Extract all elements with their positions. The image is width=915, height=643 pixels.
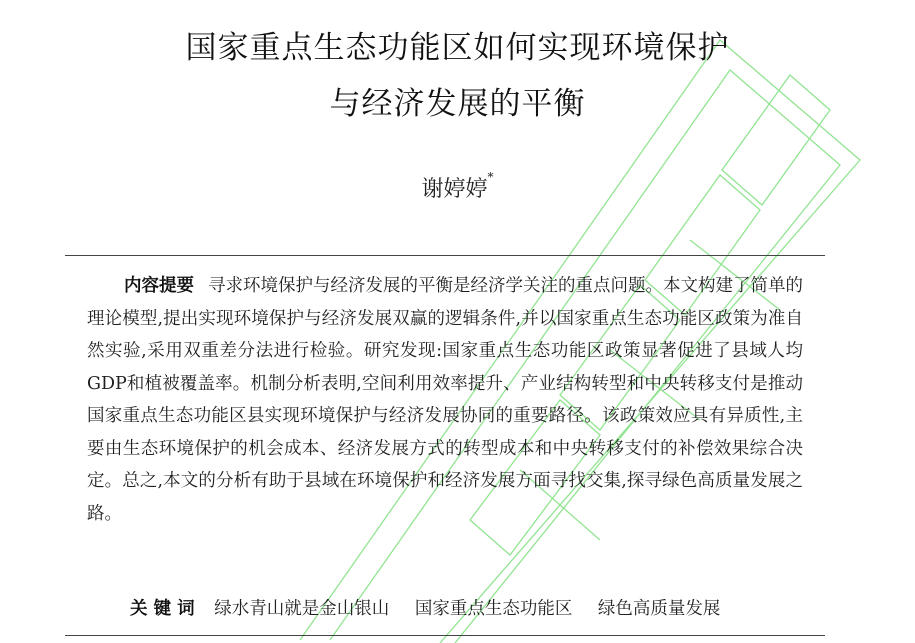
keyword-item: 绿色高质量发展 bbox=[597, 599, 721, 619]
author-footnote-mark: * bbox=[487, 170, 494, 184]
keyword-item: 绿水青山就是金山银山 bbox=[214, 599, 390, 619]
keywords-section bbox=[130, 595, 830, 620]
abstract-label: 内容提要 bbox=[124, 276, 194, 296]
abstract-text: 寻求环境保护与经济发展的平衡是经济学关注的重点问题。本文构建了简单的理论模型,提出实现环境保护与经济发展双赢的逻辑条件,并以国家重点生态功能区政策为准自然实验,采用双重差分法进行检验。研究发现:国家重点生态功能区政策显著促进了县域人均GDP和植被覆盖率。机制分析表明,空间利用效率提升、产业结构转型和中央转移支付是推动国家重点生态功能区县实现环境保护与经济发展协同的重要路径。该政策效应具有异质性,主要由生态环境保护的机会成本、经济发展方式的转型成本和中央转移支付的补偿效果综合决定。总之,本文的分析有助于县域在环境保护和经济发展方面寻找交集,探寻绿色高质量发展之路。 bbox=[87, 276, 803, 524]
abstract-paragraph bbox=[87, 270, 803, 530]
paper-title-line-1: 国家重点生态功能区如何实现环境保护 bbox=[185, 30, 730, 66]
author-line bbox=[0, 172, 915, 203]
paper-title-line-2: 与经济发展的平衡 bbox=[329, 86, 586, 122]
bottom-divider bbox=[65, 635, 825, 636]
keywords-label: 关 键 词 bbox=[130, 599, 195, 619]
keyword-item: 国家重点生态功能区 bbox=[414, 599, 573, 619]
top-divider bbox=[65, 255, 825, 256]
abstract-section bbox=[87, 270, 803, 530]
author-name: 谢婷婷 bbox=[421, 177, 488, 202]
